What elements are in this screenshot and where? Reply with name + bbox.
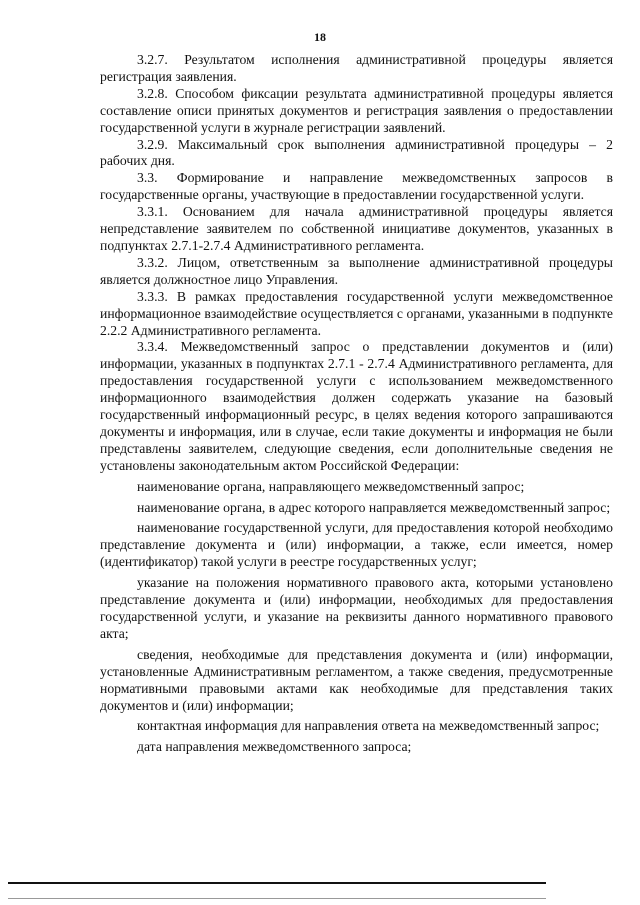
paragraph-3-2-9: 3.2.9. Максимальный срок выполнения административной процедуры – 2 рабочих дня. — [100, 136, 613, 169]
paragraph-3-3-2: 3.3.2. Лицом, ответственным за выполнение административной процедуры является должностное лицо Управления. — [100, 254, 613, 287]
list-item: указание на положения нормативного правового акта, которыми установлено представление документа и (или) информации, необходимых для предоставления государственной услуги, и указание на реквизиты данного нормативного правового акта; — [100, 575, 613, 641]
paragraph-3-3-3: 3.3.3. В рамках предоставления государственной услуги межведомственное информационное взаимодействие осуществляется с органами, указанными в подпункте 2.2.2 Административного регламента. — [100, 288, 613, 338]
list-item: контактная информация для направления ответа на межведомственный запрос; — [137, 718, 600, 734]
list-item: наименование органа, в адрес которого направляется межведомственный запрос; — [137, 499, 611, 515]
footer-divider — [8, 882, 546, 884]
paragraph-3-3-4: 3.3.4. Межведомственный запрос о представлении документов и (или) информации, указанных в подпунктах 2.7.1 - 2.7.4 Административного регламента, для предоставления государственной услуги с использованием межведомственного информационного взаимодействия должен содержать указание на базовый государственный информационный ресурс, в целях ведения которого запрашиваются документы и информация, или в случае, если такие документы и информация не были представлены заявителем, следующие сведения, если дополнительные сведения не установлены законодательным актом Российской Федерации: — [100, 339, 613, 473]
paragraph-3-3: 3.3. Формирование и направление межведомственных запросов в государственные органы, участвующие в предоставлении государственной услуги. — [100, 170, 613, 203]
page-number: 18 — [314, 30, 326, 44]
paragraph-3-2-8: 3.2.8. Способом фиксации результата административной процедуры является составление описи принятых документов и регистрация заявления о предоставлении государственной услуги в журнале регистрации заявлений. — [100, 85, 613, 135]
paragraph-3-2-7: 3.2.7. Результатом исполнения административной процедуры является регистрация заявления. — [100, 52, 613, 84]
list-item: дата направления межведомственного запроса; — [137, 739, 412, 755]
list-item: наименование государственной услуги, для предоставления которой необходимо представление документа и (или) информации, а также, если имеется, номер (идентификатор) такой услуги в реестре государственных услуг; — [100, 520, 613, 570]
list-item: наименование органа, направляющего межведомственный запрос; — [137, 478, 525, 494]
paragraph-3-3-1: 3.3.1. Основанием для начала административной процедуры является непредставление заявителем по собственной инициативе документов, указанных в подпунктах 2.7.1-2.7.4 Административного регламента. — [100, 204, 613, 253]
list-item: сведения, необходимые для представления документа и (или) информации, установленные Административным регламентом, а также сведения, предусмотренные нормативными правовыми актами как необходимые для представления таких документов и (или) информации; — [100, 646, 613, 713]
footer-divider-secondary — [8, 898, 546, 899]
document-body — [100, 52, 613, 756]
